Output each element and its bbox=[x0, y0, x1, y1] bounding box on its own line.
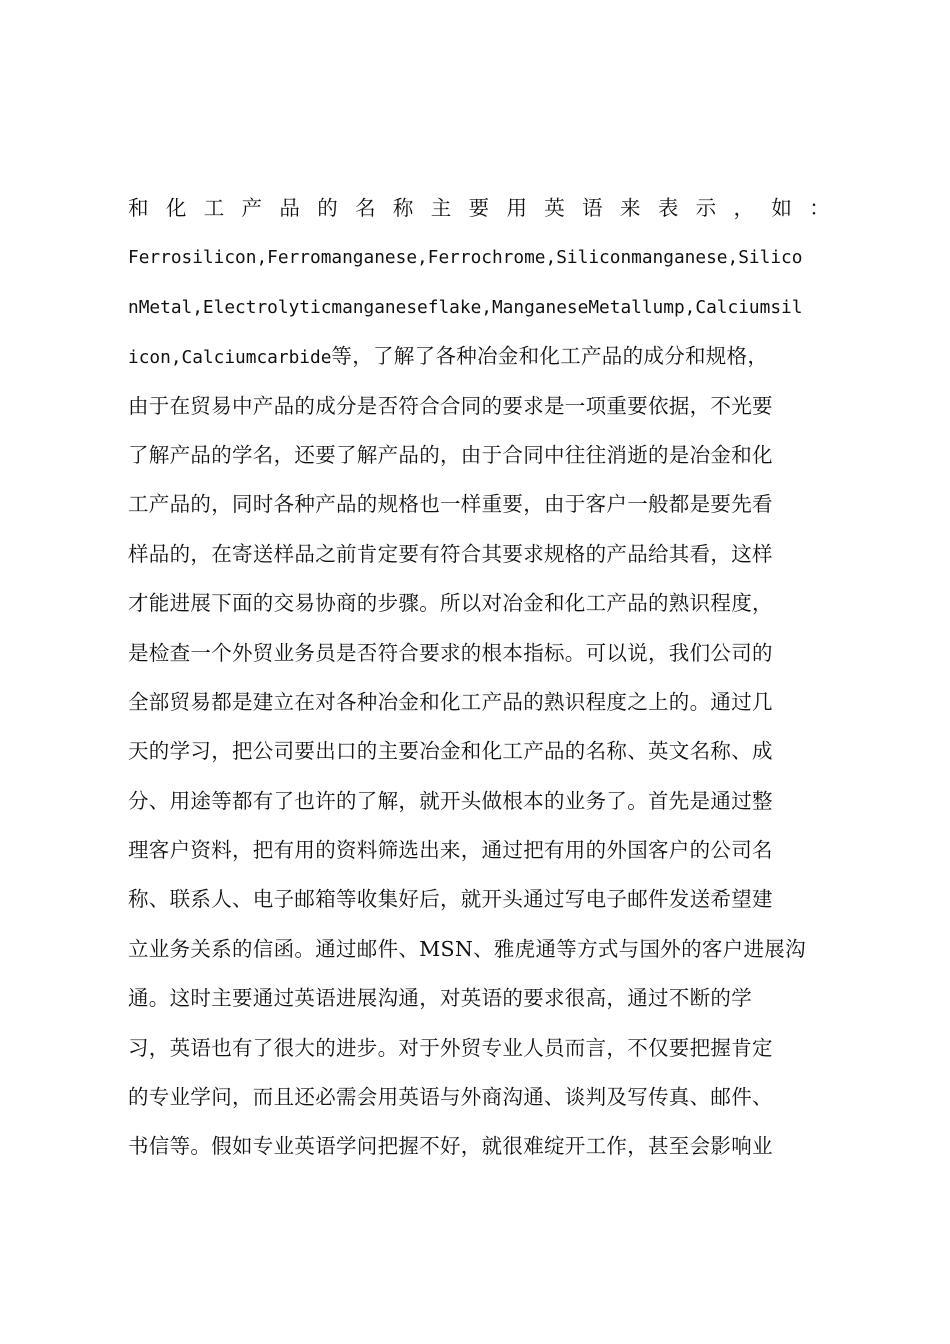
body-text bbox=[128, 184, 830, 1172]
text-run: icon,Calciumcarbide bbox=[128, 347, 332, 369]
text-line: 书信等。假如专业英语学问把握不好，就很难绽开工作，甚至会影响业 bbox=[128, 1134, 773, 1159]
text-line bbox=[128, 332, 830, 381]
text-line: 理客户资料，把有用的资料筛选出来，通过把有用的外国客户的公司名 bbox=[128, 838, 773, 863]
text-line: 立业务关系的信函。通过邮件、MSN、雅虎通等方式与国外的客户进展沟 bbox=[128, 936, 806, 961]
text-line: 天的学习，把公司要出口的主要冶金和化工产品的名称、英文名称、成 bbox=[128, 739, 773, 764]
text-run: 等，了解了各种冶金和化工产品的成分和规格， bbox=[331, 344, 769, 369]
text-line: 工产品的，同时各种产品的规格也一样重要，由于客户一般都是要先看 bbox=[128, 492, 773, 517]
text-line: 称、联系人、电子邮箱等收集好后，就开头通过写电子邮件发送希望建 bbox=[128, 887, 773, 912]
text-line: nMetal,Electrolyticmanganeseflake,ManganeseMetallump,Calciumsil bbox=[128, 296, 803, 318]
text-line: 是检查一个外贸业务员是否符合要求的根本指标。可以说，我们公司的 bbox=[128, 640, 773, 665]
text-line: 的专业学问，而且还必需会用英语与外商沟通、谈判及写传真、邮件、 bbox=[128, 1085, 773, 1110]
text-line: 分、用途等都有了也许的了解，就开头做根本的业务了。首先是通过整 bbox=[128, 788, 773, 813]
text-line: 样品的，在寄送样品之前肯定要有符合其要求规格的产品给其看，这样 bbox=[128, 541, 773, 566]
text-line: 全部贸易都是建立在对各种冶金和化工产品的熟识程度之上的。通过几 bbox=[128, 689, 773, 714]
text-line: 由于在贸易中产品的成分是否符合合同的要求是一项重要依据，不光要 bbox=[128, 393, 773, 418]
text-line: 习，英语也有了很大的进步。对于外贸专业人员而言，不仅要把握肯定 bbox=[128, 1035, 773, 1060]
text-line: 和化工产品的名称主要用英语来表示，如： bbox=[128, 196, 830, 220]
text-line: Ferrosilicon,Ferromanganese,Ferrochrome,Siliconmanganese,Silico bbox=[128, 247, 803, 269]
text-line: 通。这时主要通过英语进展沟通，对英语的要求很高，通过不断的学 bbox=[128, 986, 752, 1011]
text-line: 了解产品的学名，还要了解产品的，由于合同中往往消逝的是冶金和化 bbox=[128, 442, 773, 467]
text-line: 才能进展下面的交易协商的步骤。所以对冶金和化工产品的熟识程度， bbox=[128, 591, 773, 616]
